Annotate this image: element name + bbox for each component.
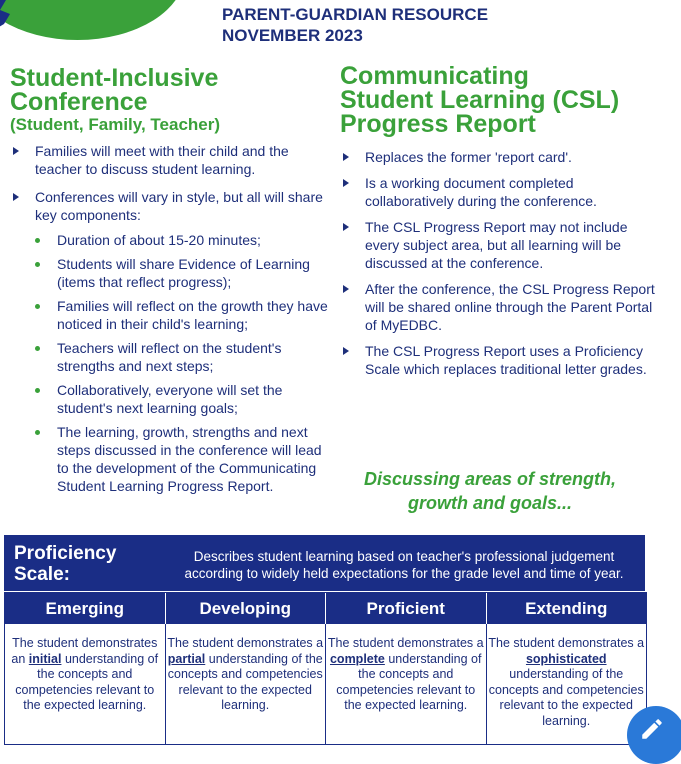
decorative-navy-shape bbox=[0, 0, 18, 40]
list-item: The CSL Progress Report may not include every subject area, but all learning will be discussed at the conference. bbox=[340, 218, 660, 272]
conference-title bbox=[10, 66, 335, 114]
list-item: Teachers will reflect on the student's strengths and next steps; bbox=[10, 339, 335, 375]
cell-text-post: understanding of the concepts and competencies relevant to the expected learning. bbox=[167, 651, 323, 712]
csl-title-line3: Progress Report bbox=[340, 110, 536, 138]
conference-subtitle: (Student, Family, Teacher) bbox=[10, 115, 221, 134]
cell-text-pre: The student demonstrates an bbox=[11, 636, 158, 666]
cell-text-post: understanding of the concepts and competencies relevant to the expected learning. bbox=[336, 651, 482, 712]
list-item: Replaces the former 'report card'. bbox=[340, 148, 660, 166]
csl-section bbox=[340, 64, 660, 378]
proficiency-table-body bbox=[5, 624, 646, 744]
list-item: Students will share Evidence of Learning (items that reflect progress); bbox=[10, 255, 335, 291]
list-item: Is a working document completed collaboratively during the conference. bbox=[340, 174, 660, 210]
cell-key-term: initial bbox=[28, 651, 62, 666]
conference-section bbox=[10, 66, 335, 495]
proficiency-title-line2: Scale: bbox=[14, 564, 70, 585]
pencil-icon bbox=[639, 716, 665, 742]
list-item: Families will meet with their child and the teacher to discuss student learning. bbox=[10, 142, 335, 178]
proficiency-description: Describes student learning based on teacher's professional judgement according to widely held expectations for the grade level and time of year. bbox=[184, 549, 624, 581]
csl-list bbox=[340, 148, 660, 378]
list-item: Conferences will vary in style, but all will share key components: bbox=[10, 188, 335, 224]
cell-text-post: understanding of the concepts and competencies relevant to the expected learning. bbox=[488, 667, 644, 728]
tagline-line1: Discussing areas of strength, bbox=[363, 469, 617, 489]
proficiency-title bbox=[14, 543, 116, 585]
proficiency-table bbox=[4, 592, 647, 745]
level-emerging-cell bbox=[5, 624, 166, 744]
list-item: After the conference, the CSL Progress Report will be shared online through the Parent Portal of MyEDBC. bbox=[340, 280, 660, 334]
cell-text-pre: The student demonstrates a bbox=[488, 636, 645, 650]
list-item: Families will reflect on the growth they have noticed in their child's learning; bbox=[10, 297, 335, 333]
conference-title-line2: Conference bbox=[10, 88, 148, 116]
list-item: The learning, growth, strengths and next steps discussed in the conference will lead to the development of the Communicating Student Learning Progress Report. bbox=[10, 423, 335, 495]
csl-title-line2: Student Learning (CSL) bbox=[340, 86, 620, 114]
level-developing-header: Developing bbox=[166, 593, 327, 624]
page-header bbox=[222, 4, 488, 46]
header-title: PARENT-GUARDIAN RESOURCE bbox=[222, 5, 489, 24]
tagline bbox=[330, 467, 650, 515]
proficiency-header bbox=[4, 535, 645, 591]
list-item: Duration of about 15-20 minutes; bbox=[10, 231, 335, 249]
csl-title-line1: Communicating bbox=[340, 62, 529, 90]
level-emerging-header: Emerging bbox=[5, 593, 166, 624]
cell-text-post: understanding of the concepts and competencies relevant to the expected learning. bbox=[15, 651, 159, 712]
level-proficient-header: Proficient bbox=[326, 593, 487, 624]
cell-key-term: complete bbox=[329, 651, 385, 666]
decorative-green-circle bbox=[0, 0, 185, 40]
cell-key-term: partial bbox=[167, 651, 206, 666]
proficiency-title-line1: Proficiency bbox=[14, 543, 117, 564]
list-item: The CSL Progress Report uses a Proficiency Scale which replaces traditional letter grades. bbox=[340, 342, 660, 378]
level-extending-cell bbox=[487, 624, 647, 744]
cell-text-pre: The student demonstrates a bbox=[327, 636, 484, 650]
csl-title bbox=[340, 64, 660, 136]
header-date: NOVEMBER 2023 bbox=[222, 26, 363, 45]
level-extending-header: Extending bbox=[525, 599, 608, 618]
list-item: Collaboratively, everyone will set the student's next learning goals; bbox=[10, 381, 335, 417]
conference-title-line1: Student-Inclusive bbox=[10, 64, 219, 92]
proficiency-table-header bbox=[5, 593, 646, 624]
edit-button[interactable] bbox=[627, 706, 681, 764]
cell-key-term: sophisticated bbox=[525, 651, 607, 666]
cell-text-pre: The student demonstrates a bbox=[167, 636, 324, 650]
conference-list bbox=[10, 142, 335, 495]
tagline-line2: growth and goals... bbox=[407, 493, 572, 513]
level-proficient-cell bbox=[326, 624, 487, 744]
level-developing-cell bbox=[166, 624, 327, 744]
